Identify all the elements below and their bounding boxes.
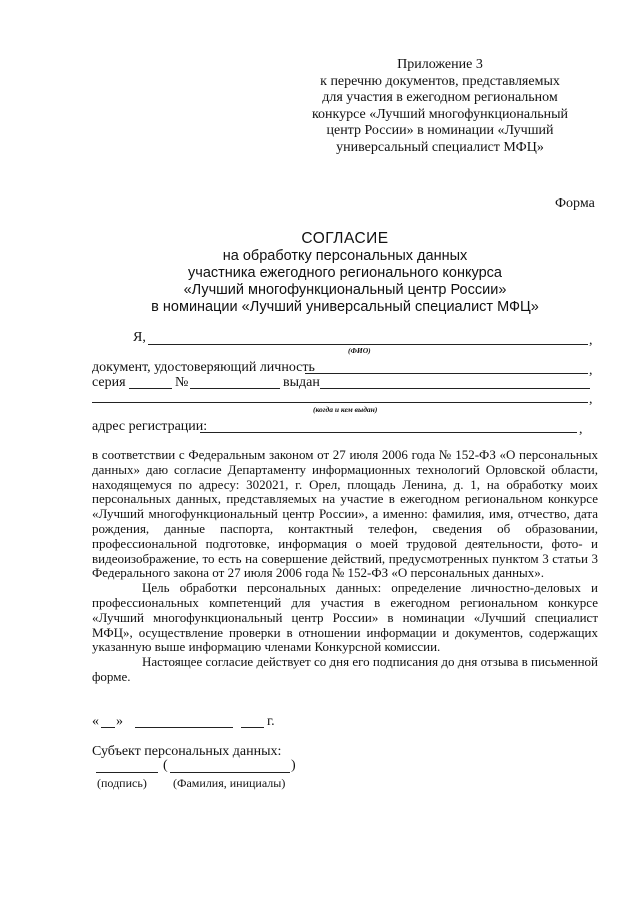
appendix-line: Приложение 3 — [397, 57, 483, 72]
comma: , — [589, 333, 593, 348]
fio-field[interactable] — [148, 344, 588, 345]
appendix-line: центр России» в номинации «Лучший — [326, 123, 554, 138]
fio-hint: (ФИО) — [348, 346, 371, 355]
issued-field-continuation[interactable] — [92, 402, 588, 403]
series-label: серия — [92, 375, 126, 390]
consent-body — [92, 448, 598, 685]
appendix-line: конкурсе «Лучший многофункциональный — [311, 106, 569, 122]
fio-label: Я, — [133, 330, 146, 345]
date-open-quote: « — [92, 714, 99, 729]
document-field[interactable] — [305, 373, 588, 374]
comma: , — [589, 392, 593, 407]
comma: , — [579, 422, 583, 437]
number-label: № — [175, 375, 189, 390]
name-field[interactable] — [170, 772, 290, 773]
title-line: в номинации «Лучший универсальный специалист МФЦ» — [151, 299, 539, 315]
subject-label: Субъект персональных данных: — [92, 744, 282, 759]
address-field[interactable] — [200, 432, 577, 433]
issued-field[interactable] — [320, 388, 590, 389]
issued-hint: (когда и кем выдан) — [313, 405, 378, 414]
comma: , — [589, 363, 593, 378]
close-paren: ) — [291, 758, 296, 773]
open-paren: ( — [163, 758, 168, 773]
appendix-line: для участия в ежегодном региональном — [322, 90, 558, 105]
appendix-line: к перечню документов, представляемых — [320, 73, 560, 89]
title-line: «Лучший многофункциональный центр России» — [183, 282, 507, 298]
appendix-line: универсальный специалист МФЦ» — [336, 139, 544, 155]
series-field[interactable] — [129, 388, 172, 389]
validity-paragraph: Настоящее согласие действует со дня его подписания до дня отзыва в письменной форме. — [92, 654, 598, 684]
signature-field[interactable] — [96, 772, 158, 773]
address-label: адрес регистрации: — [92, 419, 208, 434]
date-year-field[interactable] — [241, 727, 264, 728]
issued-label: выдан — [283, 375, 320, 390]
consent-paragraph: в соответствии с Федеральным законом от 27 июля 2006 года № 152-ФЗ «О персональных данных» даю согласие Департаменту информационных технологий Орловской области, находящемуся по адресу: 302021, г. Орел, площадь Ленина, д. 1, на обработку моих персональных данных, представляемых на участие в ежегодном региональном конкурсе «Лучший многофункциональный центр России», а именно: фамилия, имя, отчество, дата рождения, данные паспорта, контактный телефон, сведения об образовании, профессиональной подготовке, информация о моей трудовой деятельности, фото- и видеоизображение, то есть на совершение действий, предусмотренных пунктом 3 статьи 3 Федерального закона от 27 июля 2006 года № 152-ФЗ «О персональных данных». — [92, 447, 598, 581]
date-month-field[interactable] — [135, 727, 233, 728]
title-heading: СОГЛАСИЕ — [301, 230, 389, 247]
document-label: документ, удостоверяющий личность — [92, 360, 315, 375]
date-day-field[interactable] — [101, 727, 115, 728]
date-close-quote: » — [116, 714, 123, 729]
purpose-paragraph: Цель обработки персональных данных: определение личностно-деловых и профессиональных компетенций для участия в ежегодном региональном конкурсе «Лучший многофункциональный центр России» в номинации «Лучший специалист МФЦ», осуществление проверки в отношении информации и документов, содержащих указанную выше информацию членами Конкурсной комиссии. — [92, 580, 598, 655]
signature-hint: (подпись) — [97, 776, 147, 790]
title-line: на обработку персональных данных — [222, 248, 468, 264]
number-field[interactable] — [190, 388, 280, 389]
appendix-header — [290, 57, 590, 156]
document-title — [100, 230, 590, 316]
name-hint: (Фамилия, инициалы) — [173, 776, 286, 790]
year-suffix: г. — [267, 714, 275, 729]
form-label: Форма — [555, 196, 595, 211]
title-line: участника ежегодного регионального конкурса — [188, 265, 502, 281]
